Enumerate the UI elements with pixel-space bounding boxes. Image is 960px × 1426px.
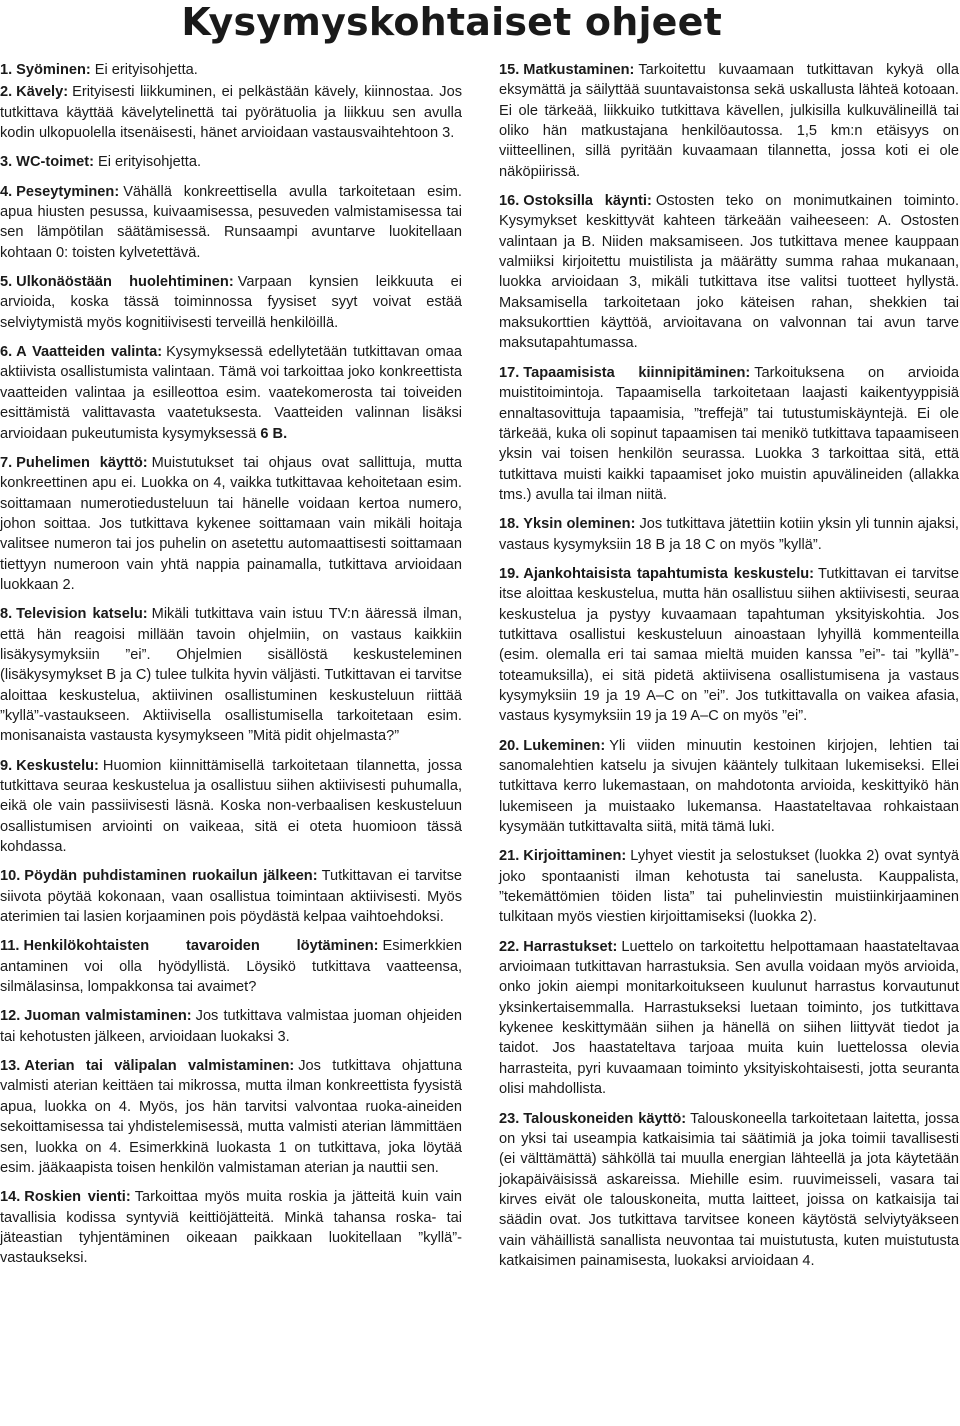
instruction-item <box>0 756 462 858</box>
item-text: Yli viiden minuutin kestoinen kirjojen, lehtien tai sanomalehtien katselu ja sivujen kääntely tulkitaan lukemiseksi. Ellei tutkittava kerro lukemastaan, on mahdotonta arvioida, keskittyikö hän lukemiseen ja muistaako lukemansa. Haastateltavaa rohkaistaan kysymään tutkittavalta siitä, mitä tämä luki. <box>499 737 959 836</box>
instruction-item <box>0 1056 462 1178</box>
item-number: 6. <box>0 344 13 361</box>
instruction-item <box>499 846 959 927</box>
item-number: 5. <box>0 274 13 291</box>
item-heading: Syöminen: <box>16 62 91 78</box>
item-text: Tutkittavan ei tarvitse itse aloittaa keskustelua, mutta hän osallistuu siihen aktiivisesti, seuraa keskustelua ja pystyy kuvaamaan tapahtuman yksityiskohtia. Jos tutkittava osallistui keskusteluun ainoastaan lyhyillä kommenteilla (esim. olemalla eri tai samaa mieltä muiden kanssa ”ei”- tai ”kyllä”-toteamuksilla), ei sitä pidetä aktiivisena osallistumisena ja vastaus kysymyksiin 19 ja 19 A–C on ”ei”. Jos tutkittavalla on vaikea afasia, vastaus kysymyksiin 19 ja 19 A–C on myös ”ei”. <box>499 565 960 725</box>
item-heading: Television katselu: <box>16 606 148 623</box>
item-text: Ei erityisohjetta. <box>94 62 198 78</box>
item-number: 15. <box>499 62 520 78</box>
instruction-item <box>0 342 462 444</box>
item-number: 23. <box>499 1110 520 1127</box>
item-heading: WC-toimet: <box>16 154 94 171</box>
instruction-item <box>499 564 959 727</box>
item-heading: A Vaatteiden valinta: <box>16 344 163 361</box>
item-text: Talouskoneella tarkoitetaan laitetta, jossa on yksi tai useampia katkaisimia tai säätimiä ja joka toimii tavallisesti (ei välttämättä) sähköllä tai muulla energian lähteellä ja jota käytetään jokapäiväisissä askareissa. Miehille esim. ruuvimeisseli, vasara tai kirves eivät ole talouskoneita, mutta laitteet, joissa on katkaisija tai säädin ovat. Jos tutkittava tarvitsee koneen käytöstä selviytyäkseen vain vähäillistä sanallista neuvontaa tai muistutusta, kuten muistutusta katkaisimen painamisesta, luokaksi arvioidaan 4. <box>499 1110 960 1269</box>
item-number: 14. <box>0 1189 21 1206</box>
item-text: Esimerkkien antaminen voi olla hyödyllistä. Löysikö tutkittava vaatteensa, silmälasinsa, lompakkonsa tai avaimet? <box>0 938 462 996</box>
item-heading: Matkustaminen: <box>523 62 635 78</box>
item-text: Tarkoituksena on arvioida muistitoimintoja. Tapaamisella tarkoitetaan laajasti kaikentyyppisiä ennaltasovittuja tapaamisia, ”treffejä” tai tutustumiskäyntejä. Ei ole tärkeää, kuka oli sopinut tapaamisen tai menikö tutkittava tapaamiseen yksin vai toisen henkilön seurassa. Luokka 3 tarkoittaa sitä, että tutkittava muisti kaikki tapaamiset joko muistin apuvälineiden (allakka tms.) avulla tai ilman niitä. <box>499 364 959 503</box>
item-heading: Kävely: <box>16 84 69 101</box>
instruction-item <box>0 1006 462 1047</box>
item-heading: Yksin oleminen: <box>523 516 636 533</box>
item-heading: Kirjoittaminen: <box>523 848 627 865</box>
item-text: Jos tutkittava ohjattuna valmisti aterian keittäen tai mikrossa, mutta ilman konkreettista fyysistä apua, luokka on 4. Myös, jos hän tarvitsi valvontaa ruoka-aineiden sekoittamisessa tai yhdistelemisessä, mutta valmisti aterian lämmittäen sen, luokka on 4. Esimerkkinä luokasta 1 on tutkittava, joka löytää esim. jääkaapista toisen henkilön valmistaman aterian ja nauttii sen. <box>0 1058 462 1176</box>
item-heading: Talouskoneiden käyttö: <box>523 1110 687 1127</box>
item-heading: Pöydän puhdistaminen ruokailun jälkeen: <box>24 868 318 885</box>
item-text: Luettelo on tarkoitettu helpottamaan haastateltavaa arvioimaan tutkittavan harrastuksia. Sen avulla voidaan myös arvioida, onko jokin aiempi monitarkoitukseen kuulunut harrastus korvautunut yksinkertaisemmalla. Harrastukseksi luetaan toiminto, jos tutkittava kykenee keskittymään siihen ja hänellä on siihen liittyvät tiedot ja taidot. Jos haastateltava tarjoaa muita kuin luettelossa olevia harrasteita, pyri kuvaamaan toiminto yksityiskohtaisesti, jotta seuranta olisi mahdollista. <box>499 938 959 1098</box>
item-heading: Keskustelu: <box>16 757 99 774</box>
item-heading: Aterian tai välipalan valmistaminen: <box>24 1058 295 1075</box>
instruction-item <box>0 152 462 172</box>
item-number: 19. <box>499 565 520 582</box>
item-number: 22. <box>499 938 520 955</box>
instruction-item <box>0 60 462 80</box>
instruction-item <box>0 272 462 333</box>
instruction-item <box>0 604 462 746</box>
instruction-item <box>499 736 959 838</box>
item-text: Ei erityisohjetta. <box>98 154 202 171</box>
item-number: 2. <box>0 84 13 101</box>
item-text: Vähällä konkreettisella avulla tarkoitetaan esim. apua hiusten pesussa, kuivaamisessa, pesuveden valmistamisessa tai sen lämpötilan säätämisessä. Runsaampi avuntarve luokitellaan kohtaan 0: toisten kylvetettävä. <box>0 183 462 261</box>
item-text: Mikäli tutkittava vain istuu TV:n ääressä ilman, että hän reagoisi millään tavoin ohjelmiin, on vastaus kaikkiin lisäkysymyksiin ”ei”. Ohjelmien sisällöstä keskusteleminen (lisäkysymykset B ja C) tulee tulkita hyvin väljästi. Tutkittavan ei tarvitse aloittaa keskustelua, aktiivinen osallistuminen keskusteluun riittää ”kyllä”-vastaukseen. Aktiivisella osallistumisella tarkoitetaan esim. monisanaista vastausta kysymykseen ”Mitä pidit ohjelmasta?” <box>0 606 462 745</box>
item-number: 11. <box>0 938 20 955</box>
item-heading: Ostoksilla käynti: <box>523 193 652 210</box>
item-text: Lyhyet viestit ja selostukset (luokka 2) ovat syntyä joko spontaanisti ilman kehotusta tai sanelusta. Kauppalista, ”tekemättömien töiden lista” tai puhelinviestin muistiinkirjaaminen tulkitaan myös viestien kirjoittamiseksi (luokka 2). <box>499 848 959 926</box>
item-heading: Ajankohtaisista tapahtumista keskustelu: <box>523 565 815 582</box>
instruction-item <box>499 1109 959 1272</box>
item-heading: Ulkonäöstään huolehtiminen: <box>16 274 234 291</box>
item-text: Erityisesti liikkuminen, ei pelkästään kävely, kiinnostaa. Jos tutkittava käyttää kävelytelinettä tai pyörätuolia ja liikkuu sen avulla kodin ulkopuolella itsenäisesti, hänet arvioidaan vastausvaihtehtoon 3. <box>0 84 462 142</box>
item-number: 1. <box>0 62 13 78</box>
item-number: 8. <box>0 606 13 623</box>
item-text: Huomion kiinnittämisellä tarkoitetaan tilannetta, jossa tutkittava seuraa keskustelua ja osallistuu siihen aktiivisesti puhumalla, eikä ole vain passiivisesti läsnä. Koska non-verbaalisen keskusteluun osallistumisen arviointi on vaikeaa, sitä ei oteta huomioon tässä kohdassa. <box>0 757 462 856</box>
instruction-item <box>0 936 462 997</box>
item-heading: Harrastukset: <box>523 938 618 955</box>
instruction-item <box>0 1187 462 1268</box>
item-heading: Peseytyminen: <box>16 183 120 200</box>
item-number: 4. <box>0 183 13 200</box>
item-heading: Lukeminen: <box>523 737 606 754</box>
item-heading: Roskien vienti: <box>24 1189 131 1206</box>
instruction-item <box>0 866 462 927</box>
instruction-item <box>0 182 462 263</box>
item-text: Tarkoitettu kuvaamaan tutkittavan kykyä olla eksymättä ja säilyttää suuntavaistonsa sekä uskallusta lähteä kotoaan. Ei ole tärkeää, liikkuiko tutkittava kävellen, julkisilla kulkuvälineillä tai oliko hän matkustajana henkilöautossa. 1,5 km:n etäisyys on viitteellinen, sillä pyritään kuvaamaan tilannetta, jossa koti ei ole näköpiirissä. <box>499 62 959 180</box>
item-text: Jos tutkittava jätettiin kotiin yksin yli tunnin ajaksi, vastaus kysymyksiin 18 B ja 18 C on myös ”kyllä”. <box>499 516 959 553</box>
instruction-item <box>499 514 959 555</box>
item-text: Muistutukset tai ohjaus ovat sallittuja, mutta konkreettinen apu ei. Luokka on 4, vaikka tutkittavaa kehoitetaan esim. soittamaan numerotiedusteluun tai hänelle voidaan kertoa numero, johon soittaa. Jos tutkittava kykenee soittamaan vain mikäli hoitaja valitsee numeron tai jos puhelin on asetettu automaattisesti soittamaan tiettyyn numeroon vain yhtä nappia painamalla, tutkittava arvioidaan luokkaan 2. <box>0 454 462 593</box>
item-heading: Puhelimen käyttö: <box>16 454 148 471</box>
item-number: 12. <box>0 1008 21 1025</box>
item-heading: Tapaamisista kiinnipitäminen: <box>523 364 751 381</box>
item-heading: Juoman valmistaminen: <box>24 1008 192 1025</box>
instruction-item <box>0 453 462 595</box>
item-number: 9. <box>0 757 13 774</box>
item-text: Tarkoittaa myös muita roskia ja jätteitä kuin vain tavallisia kodissa syntyviä keittiöjätteitä. Minkä tahansa roska- tai jäteastian tyhjentäminen oikeaan paikkaan luokitellaan ”kyllä”-vastaukseksi. <box>0 1189 462 1267</box>
item-number: 17. <box>499 364 520 381</box>
instruction-item <box>0 82 462 143</box>
item-text: Tutkittavan ei tarvitse siivota pöytää kokonaan, vaan osallistua toimintaan aktiivisesti. Myös aterimien tai lasien korjaaminen pois pöydästä kelpaa vaihtoehdoksi. <box>0 868 463 926</box>
item-number: 3. <box>0 154 13 171</box>
instruction-item <box>499 363 959 505</box>
right-column <box>499 60 959 1280</box>
item-number: 7. <box>0 454 13 471</box>
instruction-item <box>499 937 959 1100</box>
item-number: 16. <box>499 193 520 210</box>
item-text-bold: 6 B. <box>260 425 288 442</box>
item-number: 10. <box>0 868 21 885</box>
item-number: 13. <box>0 1058 21 1075</box>
item-number: 21. <box>499 848 520 865</box>
item-number: 20. <box>499 737 520 754</box>
instruction-item <box>499 60 959 182</box>
item-text: Kysymyksessä edellytetään tutkittavan omaa aktiivista osallistumista valintaan. Tämä voi tarkoittaa joko konkreettista vaatteiden valintaa ja esilleottoa esim. vaatekomerosta tai toiveiden esittämistä valittavasta vaatetuksesta. Vaatteiden valinnan lisäksi arvioidaan pukeutumista kysymyksessä <box>0 344 462 442</box>
item-text: Ostosten teko on monimutkainen toiminto. Kysymykset keskittyvät kahteen tärkeään vaiheeseen: A. Ostosten valintaan ja B. Niiden maksamiseen. Jos tutkittava menee kauppaan valmiiksi kirjoitettu muistilista ja määrätty summa rahaa mukanaan, luokka arvioidaan 3, mikäli tutkittava itse valitsi tuotteet hyllystä. Maksamisella tarkoitetaan joko käteisen rahan, shekkien tai maksukorttien käyttöä, arvioitavana on valvonnan tai avun tarve maksutapahtumassa. <box>499 193 959 352</box>
left-column <box>0 60 462 1278</box>
item-text: Varpaan kynsien leikkuuta ei arvioida, koska tässä toiminnossa fyysiset syyt voivat estää selviytymistä myös kognitiivisesti terveillä henkilöillä. <box>0 274 462 331</box>
page-title: Kysymyskohtaiset ohjeet <box>181 0 722 44</box>
instruction-item <box>499 191 959 354</box>
item-heading: Henkilökohtaisten tavaroiden löytäminen: <box>23 938 379 955</box>
item-text: Jos tutkittava valmistaa juoman ohjeiden tai kehotusten jälkeen, arvioidaan luokaksi 3. <box>0 1008 462 1045</box>
item-number: 18. <box>499 516 520 533</box>
